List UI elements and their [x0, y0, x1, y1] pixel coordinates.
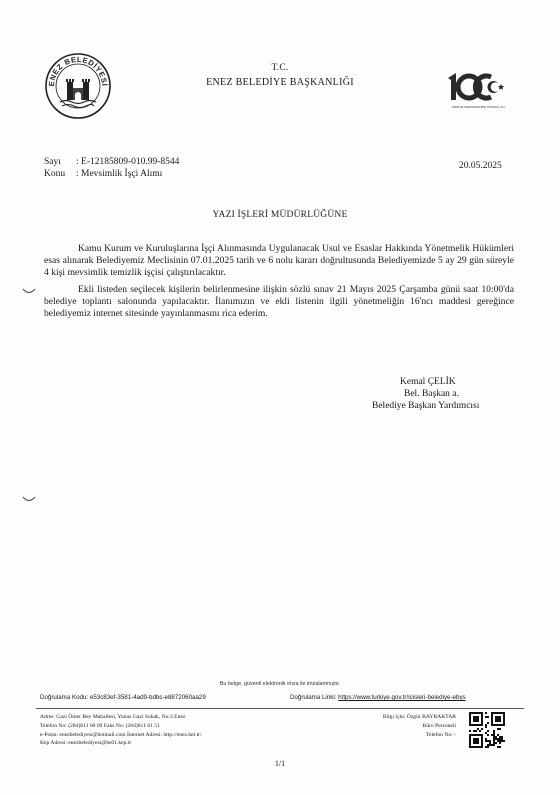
svg-text:ENEZ BELEDİYESİ: ENEZ BELEDİYESİ: [46, 54, 110, 87]
konu-value: : Mevsimlik İşçi Alımı: [76, 169, 163, 179]
footer-divider: [36, 708, 524, 709]
e-signature-note: Bu belge, güvenli elektronik imza ile imzalanmıştır.: [219, 681, 341, 687]
document-date: 20.05.2025: [459, 161, 502, 171]
contact-person-name: Bilgi için: Özgür BAYRAKTAR: [382, 714, 456, 720]
signatory-title-1: Bel. Başkan a.: [404, 389, 459, 399]
sayi-value: : E-12185809-010.99-8544: [76, 157, 180, 167]
email-line: e-Posta: enezbelediyesi@hotmail.com İnternet Adresi: http://enez.bel.tr/: [40, 731, 202, 738]
punch-hole-mark: [22, 496, 36, 504]
address-line: Adres: Gazi Ömer Bey Mahallesi, Yunus Gazi Sokak, No:3 Enez: [40, 714, 186, 720]
phone-line: Telefon No: (284)811 60 09 Faks No: (284)811 61 51: [40, 722, 160, 729]
konu-label: Konu: [44, 169, 66, 179]
sayi-label: Sayı: [44, 157, 61, 167]
verification-link: [290, 694, 466, 701]
kep-line: Kep Adresi: enezbelediyesi@hs01.kep.tr: [40, 740, 132, 747]
verification-code: Doğrulama Kodu: e53c83ef-3581-4ad9-bdbc-e8872060aa29: [40, 694, 206, 701]
recipient-line: YAZI İŞLERİ MÜDÜRLÜĞÜNE: [212, 210, 348, 220]
qr-code-icon: [469, 712, 505, 748]
verification-url[interactable]: https://www.turkiye.gov.tr/icisleri-belediye-ebys: [338, 694, 466, 701]
page-number: 1/1: [274, 759, 286, 768]
contact-person: [356, 713, 456, 739]
document-number: [44, 156, 179, 168]
contact-info: [40, 713, 202, 748]
verification-link-label: Doğrulama Linki:: [290, 694, 337, 701]
body-paragraph-1: Kamu Kurum ve Kuruluşlarına İşçi Alınmasında Uygulanacak Usul ve Esaslar Hakkında Yönetmelik Hükümleri esas alınarak Belediyemiz Meclisinin 07.01.2025 tarih ve 6 nolu kararı doğrultusunda Belediyemizde 5 ay 29 gün süreyle 4 kişi mevsimlik temizlik işçisi çalıştırılacaktır.: [44, 243, 514, 278]
document-subject: [44, 168, 162, 180]
contact-person-phone: Telefon No: -: [425, 731, 456, 738]
header-institution: ENEZ BELEDİYE BAŞKANLIĞI: [206, 77, 354, 88]
centennial-caption: TÜRKİYE CUMHURİYETİNİN YÜZÜNCÜ YILI: [451, 106, 505, 109]
contact-person-role: Büro Personeli: [422, 722, 456, 729]
header-country: T.C.: [271, 63, 289, 73]
body-paragraph-2: Ekli listeden seçilecek kişilerin belirlenmesine ilişkin sözlü sınav 21 Mayıs 2025 Çarşamba günü saat 10:00'da belediye toplantı salonunda yapılacaktır. İlanımızın ve ekli listenin ilgili yönetmeliğin 16'ncı maddesi gereğince belediyemiz internet sitesinde yayınlanmasını rica ederim.: [44, 284, 514, 319]
centennial-100-logo: [444, 68, 512, 112]
signatory-title-2: Belediye Başkan Yardımcısı: [372, 401, 480, 411]
signatory-name: Kemal ÇELİK: [400, 377, 456, 387]
punch-hole-mark: [22, 288, 36, 296]
